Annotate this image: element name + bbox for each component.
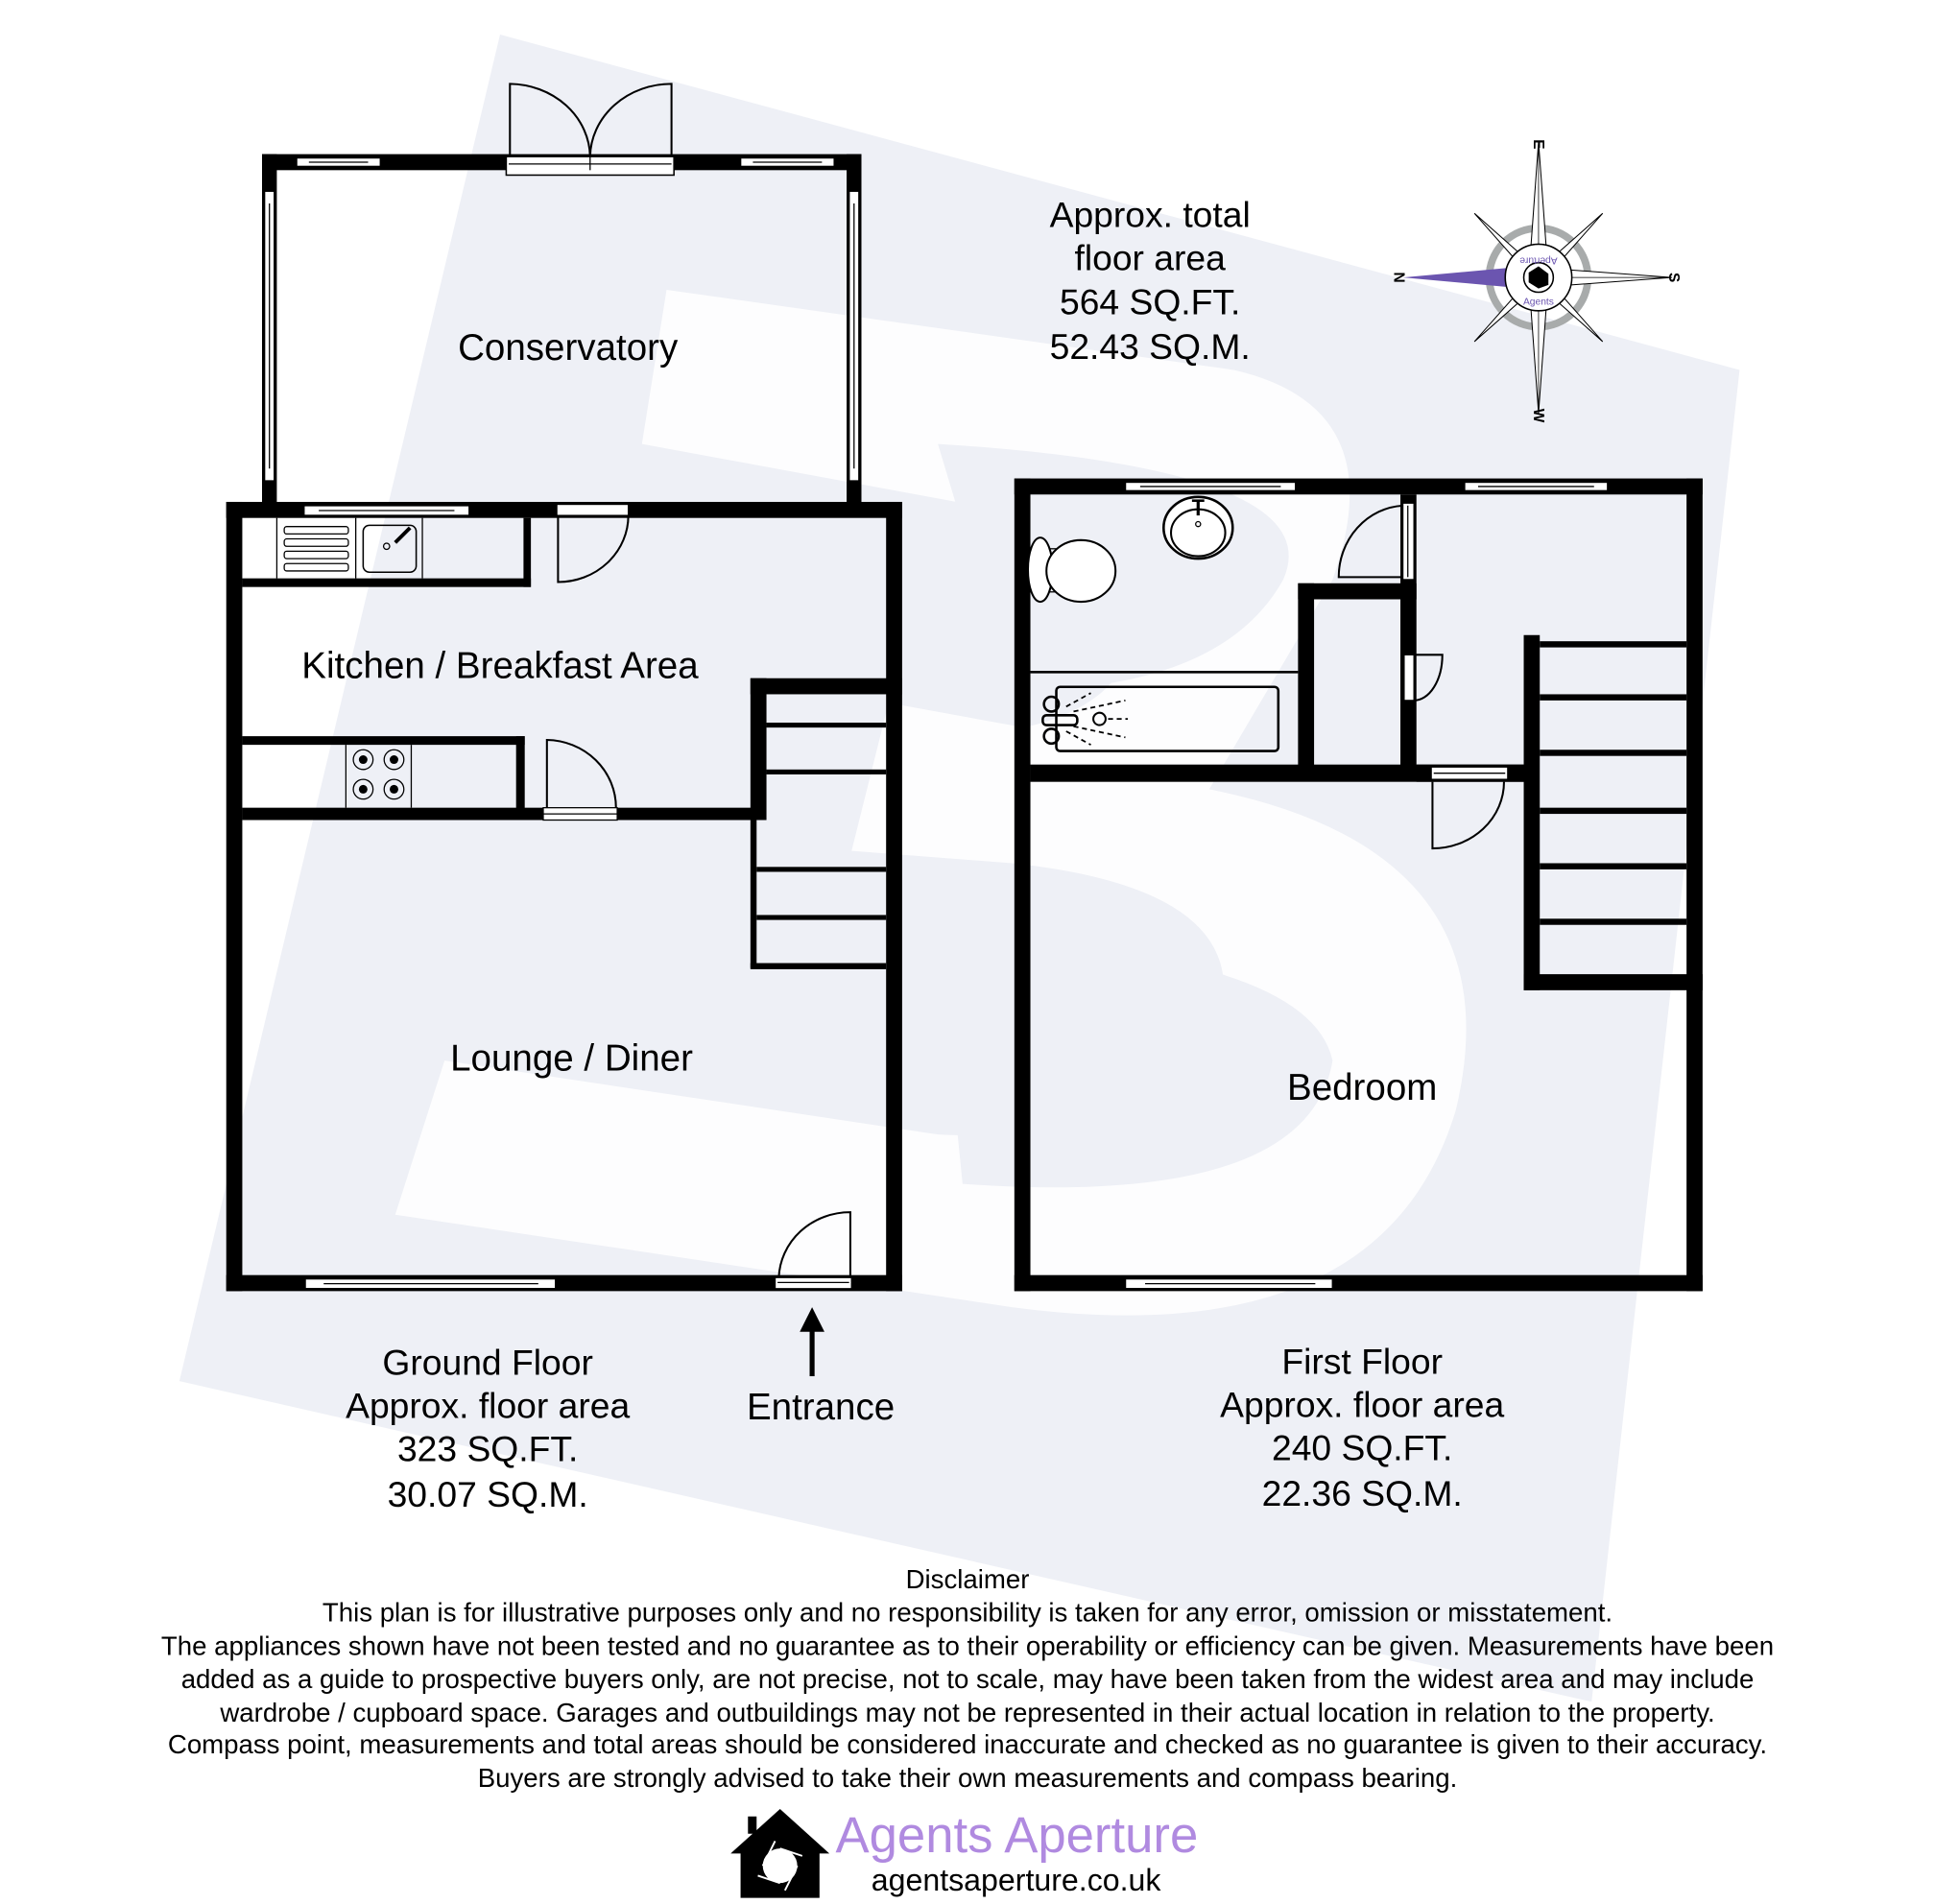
first-floor-title: First Floor: [1281, 1341, 1444, 1382]
brand-url: agentsaperture.co.uk: [871, 1862, 1161, 1897]
brand-logo: [730, 1807, 1198, 1898]
total-area-sqft: 564 SQ.FT.: [1059, 281, 1241, 322]
compass-label-w: W: [1529, 408, 1546, 423]
compass-label-e: E: [1529, 139, 1546, 150]
entrance-label: Entrance: [746, 1387, 896, 1429]
ground-floor-subtitle: Approx. floor area: [346, 1385, 631, 1426]
basin-icon: [1163, 497, 1232, 559]
room-label-conservatory: Conservatory: [458, 327, 679, 369]
disclaimer: [161, 1564, 1774, 1793]
total-area-line1: Approx. total: [1049, 194, 1251, 235]
first-floor-subtitle: Approx. floor area: [1220, 1384, 1505, 1425]
disclaimer-title: Disclaimer: [905, 1564, 1030, 1595]
total-area-line2: floor area: [1074, 237, 1226, 278]
disclaimer-line: Compass point, measurements and total areas should be considered inaccurate and checked as no guarantee is given to their accuracy.: [167, 1729, 1768, 1760]
ground-floor-title: Ground Floor: [382, 1342, 593, 1383]
door-frame: [557, 505, 629, 516]
first-floor-sqft: 240 SQ.FT.: [1271, 1427, 1453, 1468]
disclaimer-line: wardrobe / cupboard space. Garages and outbuildings may not be represented in their actual location in relation to the property.: [220, 1697, 1715, 1727]
room-label-lounge: Lounge / Diner: [450, 1037, 693, 1080]
room-label-kitchen: Kitchen / Breakfast Area: [301, 645, 699, 687]
compass-ring-text-bottom: Agents: [1522, 297, 1554, 308]
toilet-icon: [1028, 537, 1115, 602]
disclaimer-line: added as a guide to prospective buyers only, are not precise, not to scale, may have been taken from the widest area and may include: [180, 1664, 1755, 1695]
brand-name: Agents Aperture: [835, 1807, 1199, 1865]
compass-label-n: N: [1390, 272, 1407, 283]
first-floor-sqm: 22.36 SQ.M.: [1261, 1472, 1463, 1513]
disclaimer-line: This plan is for illustrative purposes only and no responsibility is taken for any error, omission or misstatement.: [322, 1597, 1613, 1628]
compass-label-s: S: [1665, 272, 1683, 283]
ground-floor-sqm: 30.07 SQ.M.: [387, 1474, 588, 1515]
disclaimer-line: The appliances shown have not been tested and no guarantee as to their operability or efficiency can be given. Measurements have been: [160, 1630, 1775, 1661]
ground-floor-sqft: 323 SQ.FT.: [396, 1428, 579, 1469]
room-label-bedroom: Bedroom: [1287, 1067, 1438, 1109]
compass-ring-text-top: Aperture: [1519, 254, 1558, 266]
disclaimer-line: Buyers are strongly advised to take their own measurements and compass bearing.: [477, 1762, 1458, 1793]
total-area-sqm: 52.43 SQ.M.: [1049, 325, 1251, 367]
house-aperture-icon: [730, 1809, 829, 1898]
